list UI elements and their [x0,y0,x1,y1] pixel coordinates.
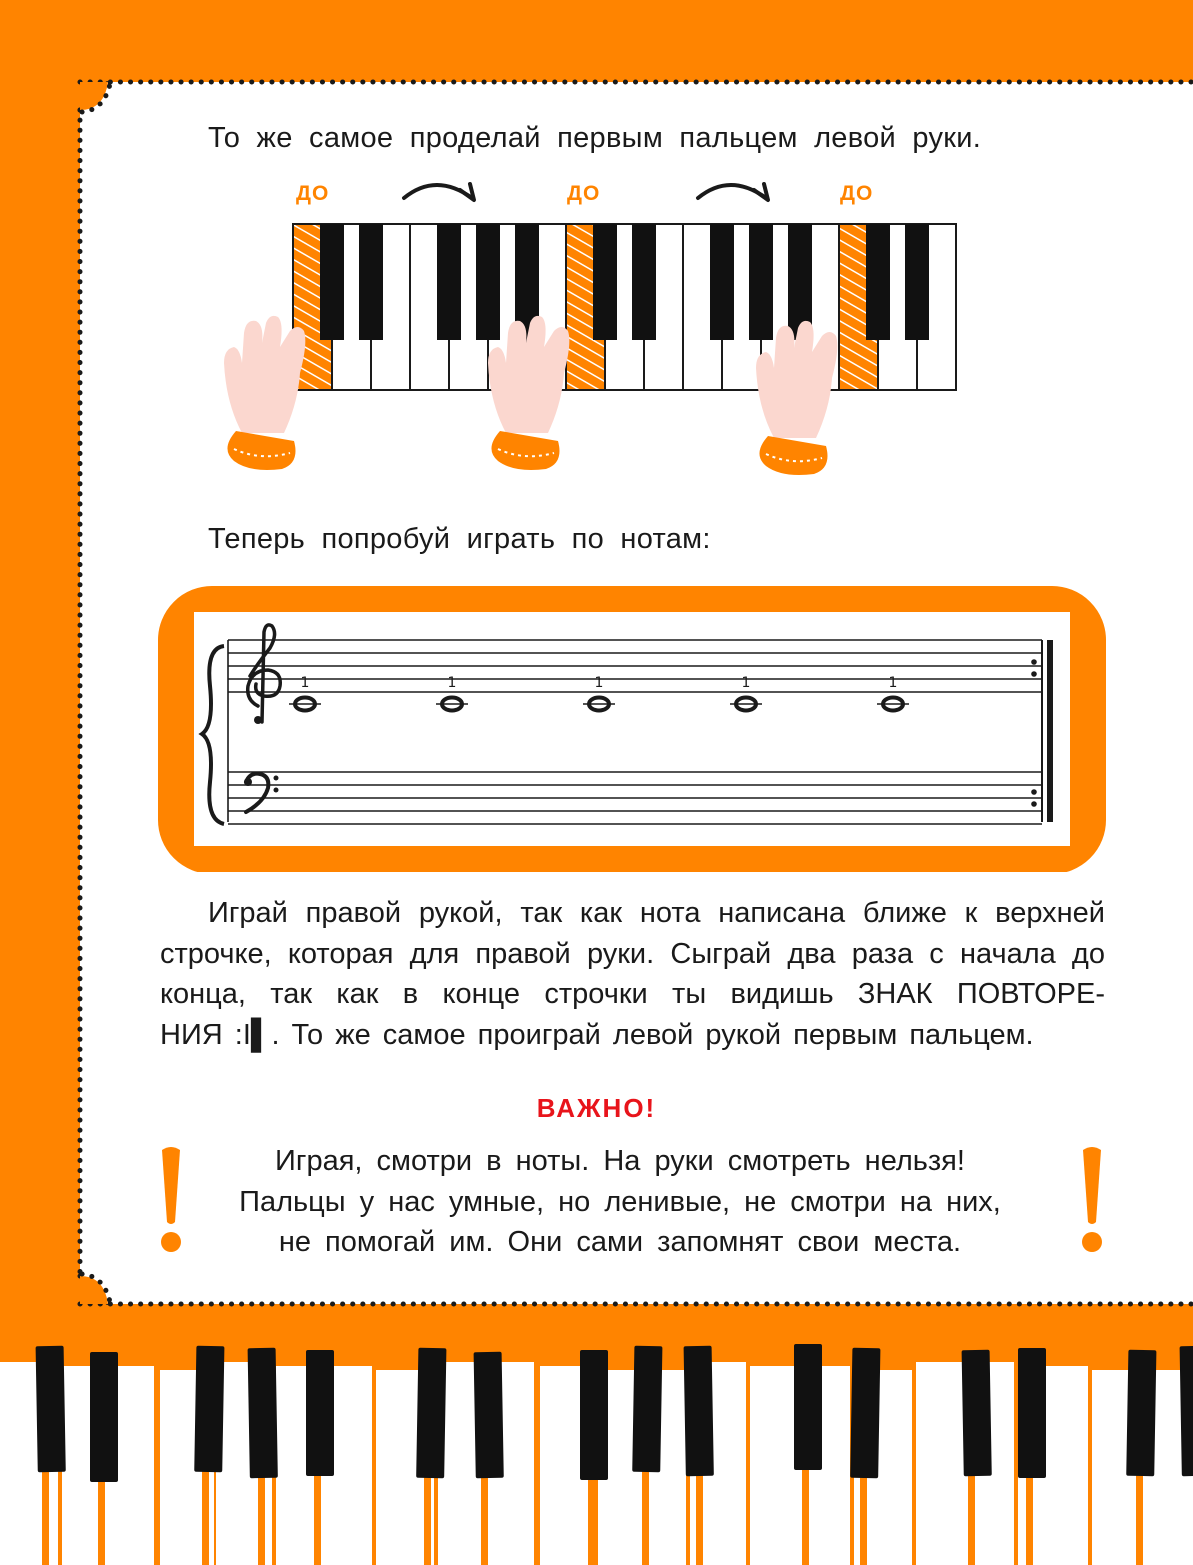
important-title: ВАЖНО! [536,1093,657,1123]
decorative-black-key [474,1352,504,1478]
decorative-black-key [248,1348,278,1478]
note-label-do-3: ДО [840,182,874,205]
black-key [749,224,773,340]
grand-staff [158,586,1106,872]
black-key [359,224,383,340]
finger-number: 1 [741,675,751,691]
important-note [200,1141,1040,1263]
important-line: Играя, смотри в ноты. На руки смотреть нельзя! [275,1145,965,1177]
black-key [632,224,656,340]
important-line: Пальцы у нас умные, но ленивые, не смотри на них, [239,1185,1001,1218]
intro-line: То же самое проделай первым пальцем левой руки. [208,122,982,154]
arrow-right-icon [400,176,480,210]
decorative-black-key [850,1348,880,1478]
note-label-do-1: ДО [296,182,330,205]
decorative-black-key [1018,1348,1046,1478]
decorative-black-key [1126,1350,1156,1476]
arrow-right-icon [694,176,774,210]
decorative-black-key [962,1350,992,1476]
decorative-black-key [794,1344,822,1470]
finger-number: 1 [447,675,457,691]
decorative-black-key [416,1348,446,1478]
decorative-piano [0,1330,1193,1565]
decorative-black-key [632,1346,662,1472]
exclamation-icon [1079,1144,1105,1256]
decorative-black-key [1180,1346,1193,1476]
paragraph-line: НИЯ :I▌. То же самое проиграй левой рукой первым пальцем. [160,1018,1034,1051]
note-label-do-2: ДО [567,182,601,205]
black-key [476,224,500,340]
decorative-black-key [684,1346,714,1476]
paragraph-line: строчке, которая для правой руки. Сыграй два раза с начала до [160,937,1105,970]
black-key [710,224,734,340]
black-key [320,224,344,340]
decorative-black-key [90,1352,118,1482]
finger-number: 1 [594,675,604,691]
exclamation-icon [158,1144,184,1256]
paragraph-line: конца, так как в конце строчки ты видишь ЗНАК ПОВТОРЕ- [160,978,1105,1011]
black-key [593,224,617,340]
important-line: не помогай им. Они сами запомнят свои места. [278,1226,962,1259]
paragraph-line: Играй правой рукой, так как нота написана ближе к верхней [208,897,1105,929]
black-key [866,224,890,340]
decorative-black-key [36,1346,66,1472]
finger-number: 1 [300,675,310,691]
instruction-paragraph [160,893,1105,1055]
hand-icon [224,316,305,470]
keyboard-illustration [200,218,970,498]
decorative-black-key [306,1350,334,1476]
decorative-black-key [194,1346,224,1472]
finger-number: 1 [888,675,898,691]
prompt-line: Теперь попробуй играть по нотам: [208,523,711,555]
black-key [905,224,929,340]
decorative-black-key [580,1350,608,1480]
black-key [437,224,461,340]
